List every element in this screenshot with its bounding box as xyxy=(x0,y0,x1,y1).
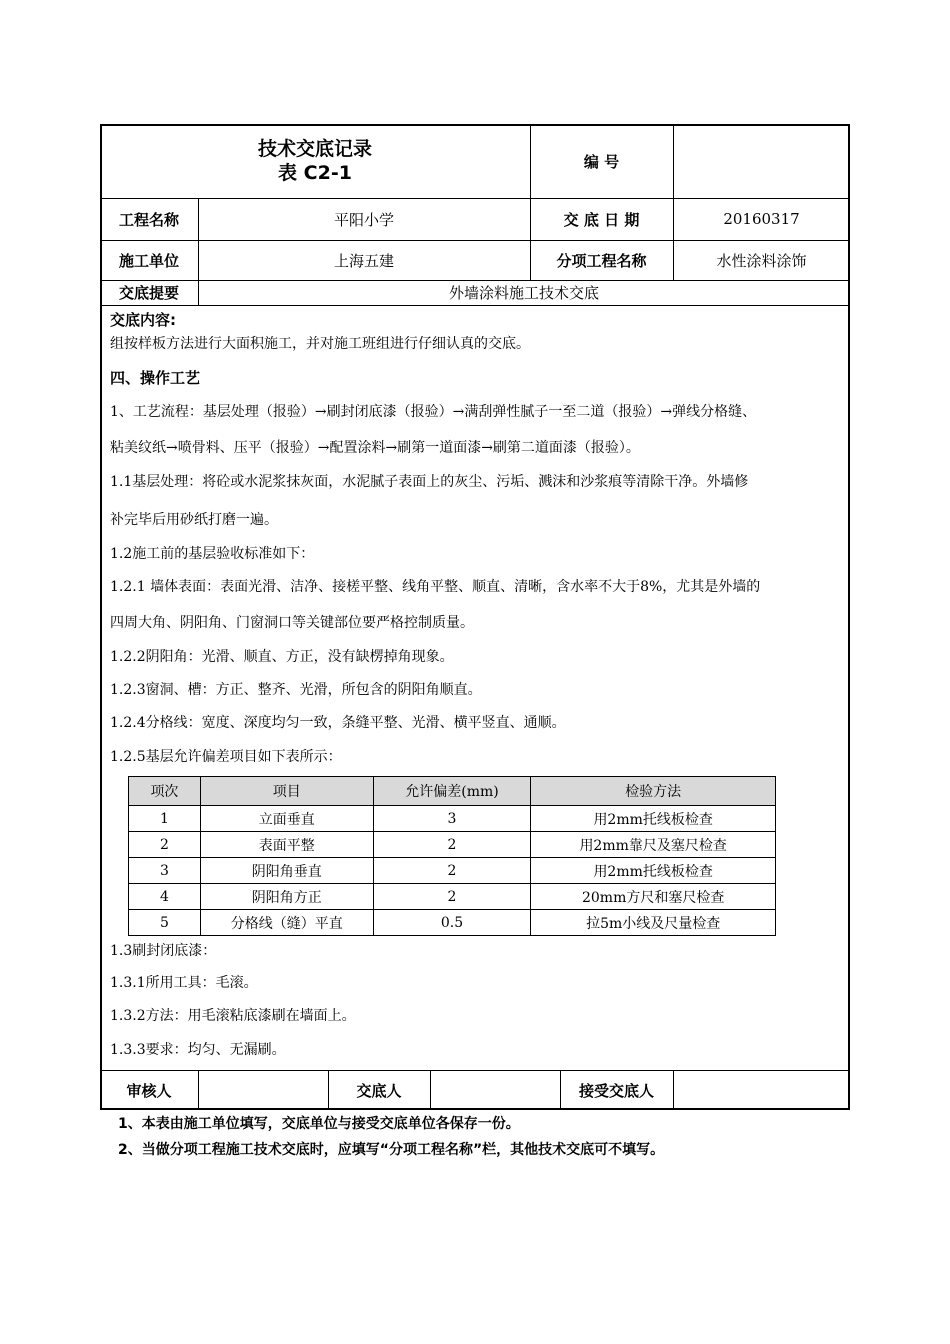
table-cell: 5 xyxy=(129,910,201,936)
form-title-block xyxy=(100,124,530,198)
table-header: 项次 xyxy=(129,777,201,806)
content-line: 1.3.1所用工具：毛滚。 xyxy=(110,975,258,991)
table-cell: 用2mm托线板检查 xyxy=(531,858,776,884)
subproject-value: 水性涂料涂饰 xyxy=(716,251,807,270)
content-line: 1.1基层处理：将砼或水泥浆抹灰面，水泥腻子表面上的灰尘、污垢、溅沫和沙浆痕等清除干净。外墙修 xyxy=(110,474,749,490)
content-line: 组按样板方法进行大面积施工，并对施工班组进行仔细认真的交底。 xyxy=(110,336,530,352)
reviewer-value xyxy=(198,1070,328,1110)
number-value xyxy=(673,124,850,198)
summary-label: 交底提要 xyxy=(118,284,179,302)
table-cell: 2 xyxy=(373,832,531,858)
form-number: 表 C2-1 xyxy=(278,162,352,184)
footnote: 1、本表由施工单位填写，交底单位与接受交底单位各保存一份。 xyxy=(118,1116,520,1132)
content-heading: 交底内容: xyxy=(110,311,176,329)
date-label: 交 底 日 期 xyxy=(563,210,640,229)
table-cell: 0.5 xyxy=(373,910,531,936)
table-header: 项目 xyxy=(200,777,373,806)
content-line: 1.2施工前的基层验收标准如下： xyxy=(110,546,315,562)
table-cell: 用2mm托线板检查 xyxy=(531,806,776,832)
table-cell: 立面垂直 xyxy=(200,806,373,832)
table-cell: 表面平整 xyxy=(200,832,373,858)
content-line: 1、工艺流程：基层处理（报验）→刷封闭底漆（报验）→满刮弹性腻子一至二道（报验）→弹线分格缝、 xyxy=(110,404,757,420)
content-line: 1.3.2方法：用毛滚粘底漆刷在墙面上。 xyxy=(110,1008,356,1024)
section-heading: 四、操作工艺 xyxy=(110,369,201,387)
content-line: 补完毕后用砂纸打磨一遍。 xyxy=(110,512,278,528)
table-cell: 20mm方尺和塞尺检查 xyxy=(531,884,776,910)
table-cell: 用2mm靠尺及塞尺检查 xyxy=(531,832,776,858)
table-header: 允许偏差(mm) xyxy=(373,777,531,806)
table-cell: 2 xyxy=(129,832,201,858)
content-line: 1.2.2阴阳角：光滑、顺直、方正，没有缺楞掉角现象。 xyxy=(110,649,454,665)
deviation-table xyxy=(128,776,776,936)
receiver-value xyxy=(673,1070,850,1110)
table-row xyxy=(129,884,776,910)
form-title: 技术交底记录 xyxy=(257,138,372,160)
unit-label: 施工单位 xyxy=(118,251,179,270)
table-cell: 分格线（缝）平直 xyxy=(200,910,373,936)
discloser-label: 交底人 xyxy=(356,1081,402,1100)
receiver-label: 接受交底人 xyxy=(578,1081,654,1100)
content-line: 1.2.5基层允许偏差项目如下表所示： xyxy=(110,749,342,765)
table-header: 检验方法 xyxy=(531,777,776,806)
content-line: 1.2.1 墙体表面：表面光滑、洁净、接槎平整、线角平整、顺直、清晰，含水率不大于8%，尤其是外墙的 xyxy=(110,579,761,595)
table-cell: 2 xyxy=(373,858,531,884)
content-line: 1.2.4分格线：宽度、深度均匀一致，条缝平整、光滑、横平竖直、通顺。 xyxy=(110,715,566,731)
project-name-label: 工程名称 xyxy=(118,210,179,229)
table-cell: 1 xyxy=(129,806,201,832)
table-cell: 阴阳角方正 xyxy=(200,884,373,910)
content-line: 粘美纹纸→喷骨料、压平（报验）→配置涂料→刷第一道面漆→刷第二道面漆（报验）。 xyxy=(110,440,640,456)
table-row xyxy=(129,910,776,936)
row-divider xyxy=(100,305,850,306)
project-name-value: 平阳小学 xyxy=(333,210,394,229)
content-line: 1.3.3要求：均匀、无漏刷。 xyxy=(110,1042,286,1058)
subproject-label: 分项工程名称 xyxy=(556,251,647,270)
table-row xyxy=(129,858,776,884)
discloser-value xyxy=(430,1070,560,1110)
table-cell: 3 xyxy=(129,858,201,884)
content-line: 1.3刷封闭底漆： xyxy=(110,943,217,959)
table-cell: 拉5m小线及尺量检查 xyxy=(531,910,776,936)
table-cell: 3 xyxy=(373,806,531,832)
unit-value: 上海五建 xyxy=(333,251,394,270)
table-header-row xyxy=(129,777,776,806)
table-cell: 阴阳角垂直 xyxy=(200,858,373,884)
footnote: 2、当做分项工程施工技术交底时，应填写“分项工程名称”栏，其他技术交底可不填写。 xyxy=(118,1142,665,1158)
content-line: 四周大角、阴阳角、门窗洞口等关键部位要严格控制质量。 xyxy=(110,615,474,631)
summary-value: 外墙涂料施工技术交底 xyxy=(448,284,599,302)
table-row xyxy=(129,806,776,832)
table-cell: 2 xyxy=(373,884,531,910)
table-row xyxy=(129,832,776,858)
table-cell: 4 xyxy=(129,884,201,910)
number-label: 编 号 xyxy=(583,152,620,171)
content-line: 1.2.3窗洞、槽：方正、整齐、光滑，所包含的阴阳角顺直。 xyxy=(110,682,482,698)
date-value: 20160317 xyxy=(723,210,800,228)
reviewer-label: 审核人 xyxy=(126,1081,172,1100)
